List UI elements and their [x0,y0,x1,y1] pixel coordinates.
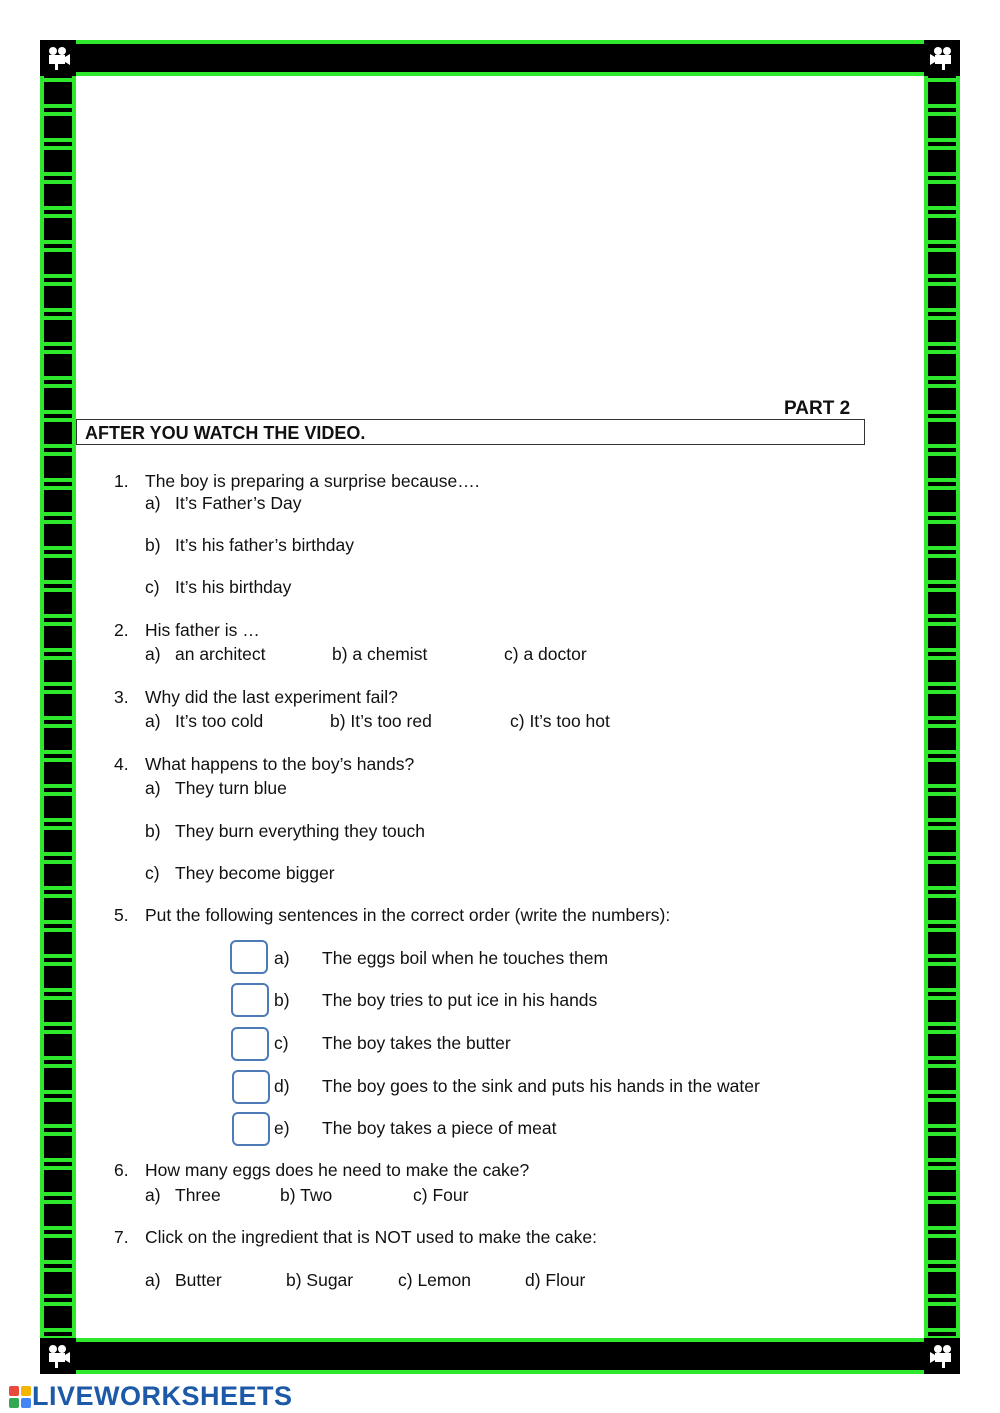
q7-option-b[interactable]: b) Sugar [286,1270,354,1290]
question-1-text: The boy is preparing a surprise because…. [145,471,480,491]
liveworksheets-logo [8,1381,293,1412]
q6-option-a[interactable]: Three [175,1185,221,1205]
option-letter: b) [145,821,161,841]
movie-camera-icon [40,40,76,76]
order-item-text: The boy takes the butter [322,1033,511,1053]
q7-option-c[interactable]: c) Lemon [398,1270,471,1290]
q2-option-c[interactable]: c) a doctor [504,644,587,664]
option-letter: c) [145,577,160,597]
question-3-text: Why did the last experiment fail? [145,687,398,707]
question-2-text: His father is … [145,620,260,640]
question-number: 3. [114,687,129,707]
q3-option-a[interactable]: It’s too cold [175,711,264,731]
order-item-text: The eggs boil when he touches them [322,948,609,968]
order-item-text: The boy goes to the sink and puts his hands in the water [322,1076,760,1096]
question-number: 4. [114,754,129,774]
question-number: 7. [114,1227,129,1247]
order-item-letter: c) [274,1033,289,1053]
q6-option-b[interactable]: b) Two [280,1185,333,1205]
option-letter: a) [145,493,161,513]
order-answer-box[interactable] [232,1070,270,1104]
q7-option-d[interactable]: d) Flour [525,1270,586,1290]
option-letter: c) [145,863,160,883]
order-item-text: The boy takes a piece of meat [322,1118,557,1138]
option-letter: a) [145,1185,161,1205]
q2-option-b[interactable]: b) a chemist [332,644,428,664]
option-letter: a) [145,711,161,731]
movie-camera-icon [40,1338,76,1374]
order-item-letter: a) [274,948,290,968]
q7-option-a[interactable]: Butter [175,1270,222,1290]
question-7-text: Click on the ingredient that is NOT used to make the cake: [145,1227,597,1247]
option-letter: a) [145,644,161,664]
brand-name: LIVEWORKSHEETS [32,1381,293,1411]
order-answer-box[interactable] [231,1027,269,1061]
question-6-text: How many eggs does he need to make the cake? [145,1160,530,1180]
order-item-letter: b) [274,990,290,1010]
q1-option-a[interactable]: It’s Father’s Day [175,493,302,513]
order-item-text: The boy tries to put ice in his hands [322,990,598,1010]
movie-camera-icon [924,40,960,76]
order-item-letter: d) [274,1076,290,1096]
question-number: 1. [114,471,129,491]
q1-option-b[interactable]: It’s his father’s birthday [175,535,354,555]
order-answer-box[interactable] [231,983,269,1017]
q3-option-b[interactable]: b) It’s too red [330,711,432,731]
question-number: 6. [114,1160,129,1180]
film-border-bottom [40,1338,960,1374]
q4-option-a[interactable]: They turn blue [175,778,287,798]
question-4-text: What happens to the boy’s hands? [145,754,415,774]
q6-option-c[interactable]: c) Four [413,1185,469,1205]
movie-camera-icon [924,1338,960,1374]
blocks-logo-icon [8,1385,32,1409]
film-border-top [40,40,960,76]
option-letter: a) [145,778,161,798]
order-item-letter: e) [274,1118,290,1138]
option-letter: a) [145,1270,161,1290]
q2-option-a[interactable]: an architect [175,644,266,664]
q4-option-c[interactable]: They become bigger [175,863,335,883]
option-letter: b) [145,535,161,555]
film-border-left [40,40,76,1374]
order-answer-box[interactable] [232,1112,270,1146]
q3-option-c[interactable]: c) It’s too hot [510,711,610,731]
section-header: AFTER YOU WATCH THE VIDEO. [76,419,865,445]
film-border-right [924,40,960,1374]
question-number: 2. [114,620,129,640]
question-number: 5. [114,905,129,925]
part-label: PART 2 [784,398,851,419]
q4-option-b[interactable]: They burn everything they touch [175,821,426,841]
q1-option-c[interactable]: It’s his birthday [175,577,292,597]
question-5-text: Put the following sentences in the correct order (write the numbers): [145,905,671,925]
order-answer-box[interactable] [230,940,268,974]
